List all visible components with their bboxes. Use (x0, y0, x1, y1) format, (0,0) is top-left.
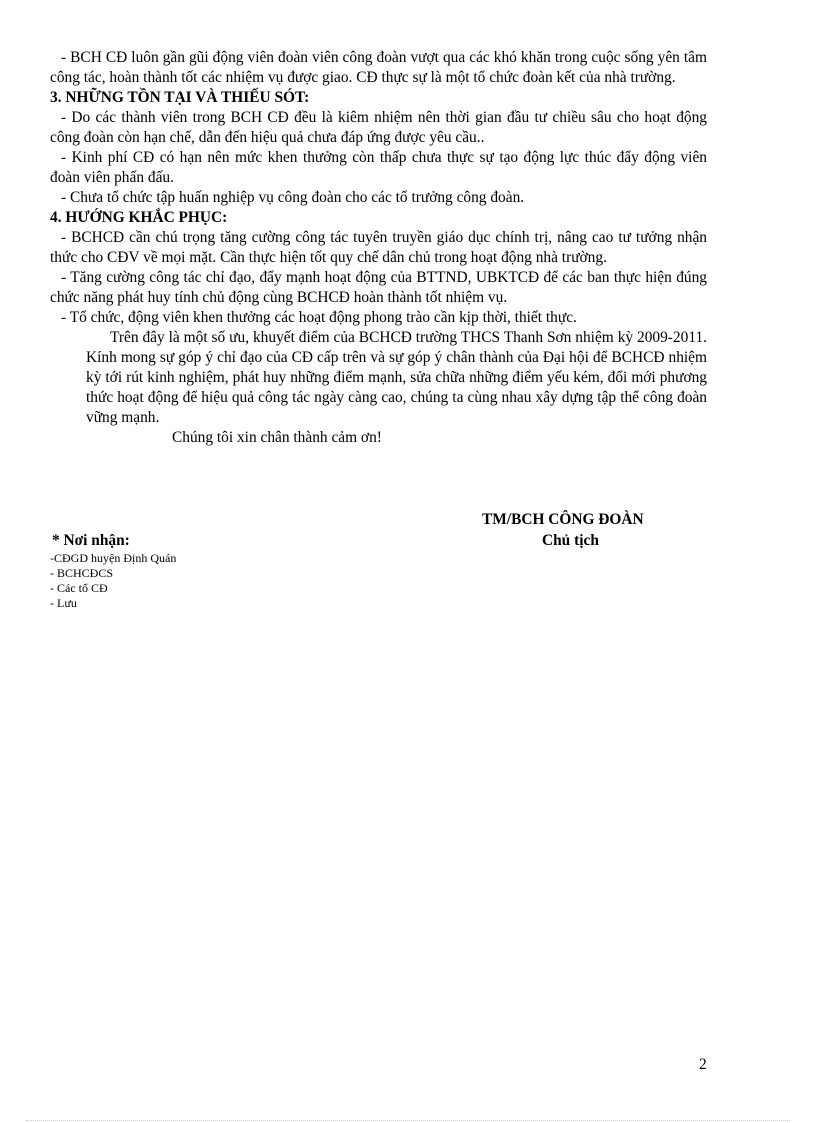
paragraph-shortcoming-training: - Chưa tổ chức tập huấn nghiệp vụ công đoàn cho các tổ trưởng công đoàn. (61, 189, 525, 206)
recipient-item: -CĐGD huyện Định Quán (50, 551, 177, 565)
recipient-item: - Lưu (50, 596, 77, 610)
recipients-title: * Nơi nhận: (52, 532, 130, 549)
paragraph-remedy-rewards: - Tổ chức, động viên khen thưởng các hoạt động phong trào cần kịp thời, thiết thực. (61, 309, 577, 326)
section-heading-shortcomings: 3. NHỮNG TỒN TẠI VÀ THIẾU SÓT: (50, 89, 310, 106)
recipients-list (50, 551, 176, 611)
paragraph-remedy-direction: - Tăng cường công tác chỉ đạo, đẩy mạnh hoạt động của BTTND, UBKTCĐ để các ban thực hiện đúng chức năng phát huy tính chủ động cùng BCHCĐ hoàn thành tốt nhiệm vụ. (50, 269, 707, 306)
signature-role: Chủ tịch (542, 532, 599, 549)
paragraph-shortcoming-budget: - Kinh phí CĐ có hạn nên mức khen thưởng còn thấp chưa thực sự tạo động lực thúc đẩy động viên đoàn viên phấn đấu. (50, 149, 707, 186)
paragraph-union-support: - BCH CĐ luôn gần gũi động viên đoàn viên công đoàn vượt qua các khó khăn trong cuộc sống yên tâm công tác, hoàn thành tốt các nhiệm vụ được giao. CĐ thực sự là một tổ chức đoàn kết của nhà trường. (50, 49, 707, 86)
paragraph-remedy-propaganda: - BCHCĐ cần chú trọng tăng cường công tác tuyên truyền giáo dục chính trị, nâng cao tư tưởng nhận thức cho CĐV về mọi mặt. Cần thực hiện tốt quy chế dân chủ trong hoạt động nhà trường. (50, 229, 707, 266)
page-edge-divider (26, 1120, 790, 1121)
paragraph-thanks: Chúng tôi xin chân thành cảm ơn! (172, 429, 382, 446)
recipient-item: - BCHCĐCS (50, 566, 114, 580)
document-body (50, 48, 707, 448)
paragraph-closing-summary: Trên đây là một số ưu, khuyết điểm của BCHCĐ trường THCS Thanh Sơn nhiệm kỳ 2009-2011. Kính mong sự góp ý chỉ đạo của CĐ cấp trên và sự góp ý chân thành của Đại hội để BCHCĐ nhiệm kỳ tới rút kinh nghiệm, phát huy những điểm mạnh, sửa chữa những điểm yếu kém, đổi mới phương thức hoạt động để hiệu quả công tác ngày càng cao, chúng ta cùng nhau xây dựng tập thể công đoàn vững mạnh. (86, 329, 707, 426)
paragraph-shortcoming-part-time: - Do các thành viên trong BCH CĐ đều là kiêm nhiệm nên thời gian đầu tư chiều sâu cho hoạt động công đoàn còn hạn chế, dẫn đến hiệu quả chưa đáp ứng được yêu cầu.. (50, 109, 707, 146)
section-heading-remedies: 4. HƯỚNG KHẮC PHỤC: (50, 209, 228, 226)
signature-title: TM/BCH CÔNG ĐOÀN (482, 511, 644, 528)
recipient-item: - Các tổ CĐ (50, 581, 108, 595)
page-number: 2 (699, 1056, 707, 1073)
